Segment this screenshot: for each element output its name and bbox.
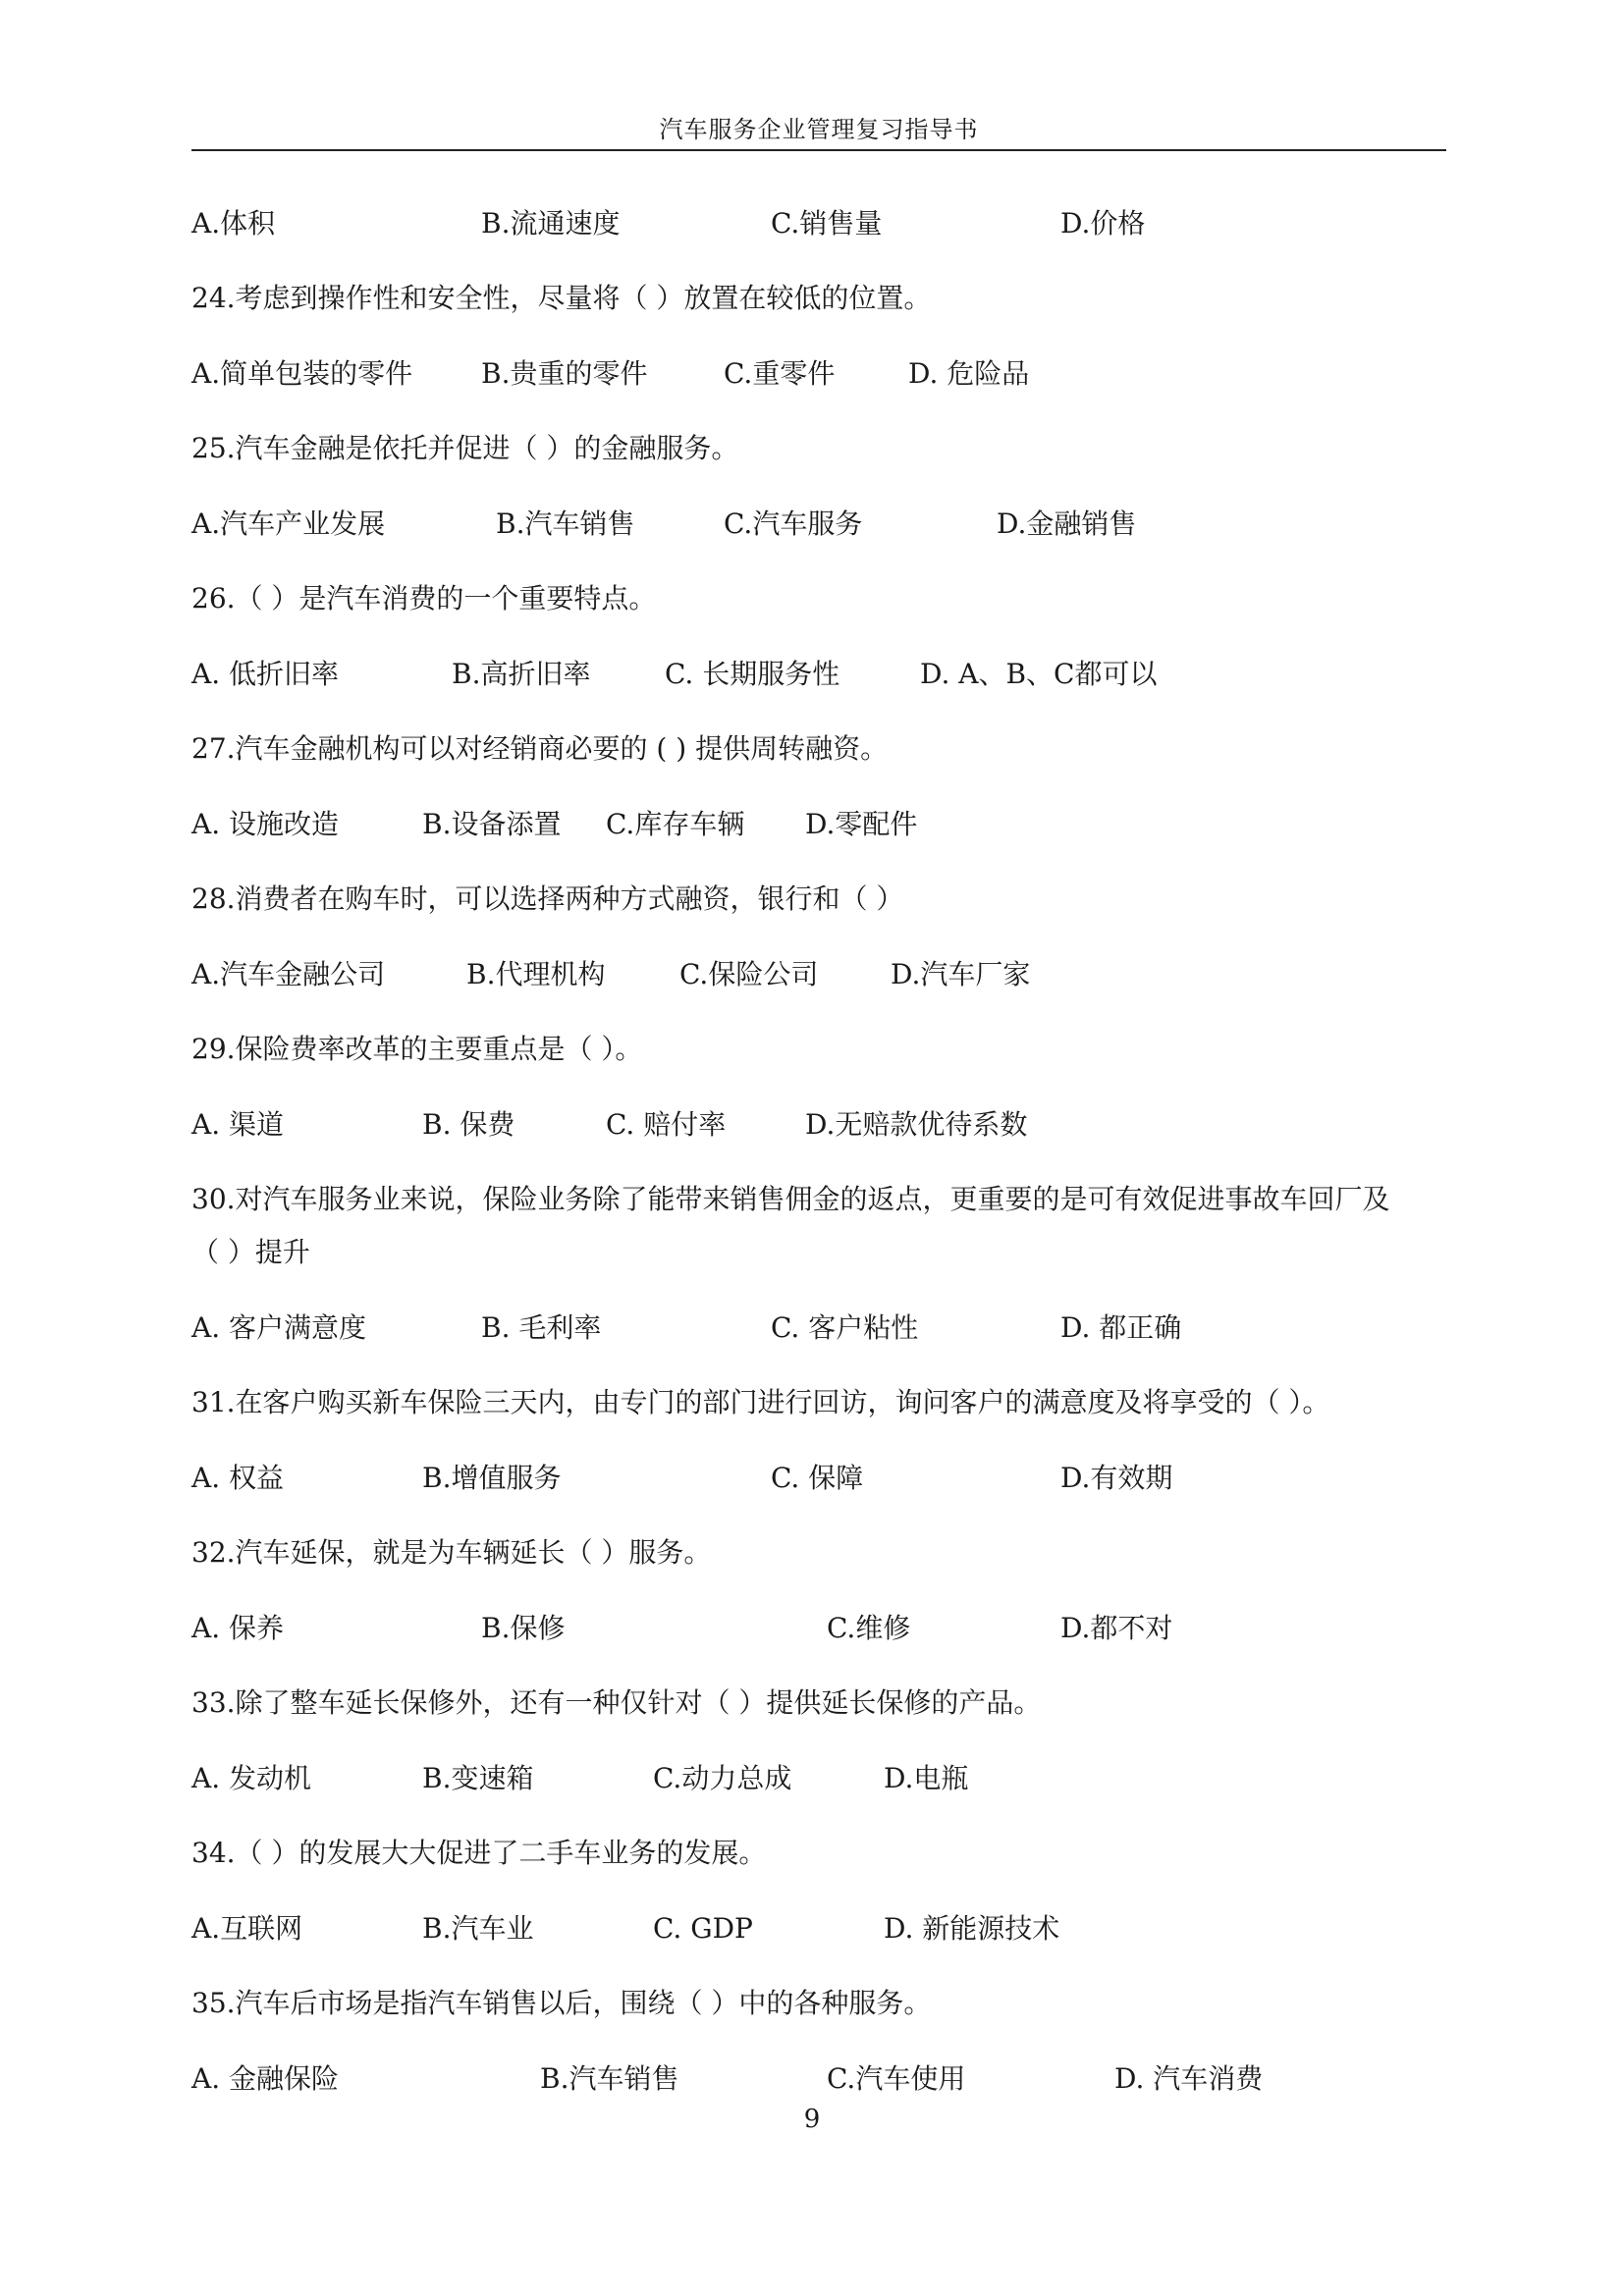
option-c: C.汽车服务 bbox=[724, 507, 863, 540]
option-a: A.体积 bbox=[191, 207, 276, 240]
option-b: B.高折旧率 bbox=[452, 658, 591, 690]
option-c: C. 长期服务性 bbox=[665, 658, 840, 690]
question-32-stem: 32.汽车延保，就是为车辆延长（ ）服务。 bbox=[191, 1536, 712, 1569]
option-b: B.保修 bbox=[481, 1612, 566, 1644]
option-c: C. GDP bbox=[653, 1912, 753, 1945]
question-30-stem: 30.对汽车服务业来说，保险业务除了能带来销售佣金的返点，更重要的是可有效促进事故车回厂及 bbox=[191, 1183, 1390, 1215]
question-33-stem: 33.除了整车延长保修外，还有一种仅针对（ ）提供延长保修的产品。 bbox=[191, 1686, 1042, 1719]
option-a: A.互联网 bbox=[191, 1912, 303, 1945]
option-c: C.库存车辆 bbox=[606, 808, 745, 840]
option-c: C.动力总成 bbox=[653, 1762, 792, 1794]
question-27-stem: 27.汽车金融机构可以对经销商必要的 ( ) 提供周转融资。 bbox=[191, 732, 889, 765]
option-a: A.汽车金融公司 bbox=[191, 958, 386, 990]
option-d: D.金融销售 bbox=[997, 507, 1137, 540]
question-24-stem: 24.考虑到操作性和安全性，尽量将（ ）放置在较低的位置。 bbox=[191, 282, 932, 314]
option-b: B.变速箱 bbox=[422, 1762, 534, 1794]
option-d: D.无赔款优待系数 bbox=[805, 1108, 1028, 1141]
option-c: C. 保障 bbox=[771, 1462, 864, 1494]
option-d: D.零配件 bbox=[805, 808, 918, 840]
option-b: B.汽车业 bbox=[422, 1912, 534, 1945]
option-d: D.都不对 bbox=[1060, 1612, 1173, 1644]
option-a: A. 低折旧率 bbox=[191, 658, 340, 690]
option-b: B.增值服务 bbox=[422, 1462, 562, 1494]
option-d: D.价格 bbox=[1060, 207, 1146, 240]
option-b: B.汽车销售 bbox=[496, 507, 635, 540]
option-a: A. 金融保险 bbox=[191, 2062, 340, 2095]
option-c: C. 赔付率 bbox=[606, 1108, 727, 1141]
option-c: C.维修 bbox=[827, 1612, 911, 1644]
option-b: B. 毛利率 bbox=[481, 1311, 602, 1344]
option-d: D. A、B、C都可以 bbox=[920, 658, 1158, 690]
question-30-stem-continued: （ ）提升 bbox=[191, 1236, 310, 1268]
option-b: B.汽车销售 bbox=[540, 2062, 679, 2095]
option-c: C.销售量 bbox=[771, 207, 883, 240]
option-d: D. 都正确 bbox=[1060, 1311, 1182, 1344]
option-d: D. 新能源技术 bbox=[884, 1912, 1060, 1945]
page-header-title: 汽车服务企业管理复习指导书 bbox=[659, 116, 979, 143]
question-29-stem: 29.保险费率改革的主要重点是（ ）。 bbox=[191, 1033, 643, 1065]
page-number: 9 bbox=[803, 2105, 821, 2134]
option-a: A. 设施改造 bbox=[191, 808, 340, 840]
option-a: A. 发动机 bbox=[191, 1762, 312, 1794]
option-a: A.汽车产业发展 bbox=[191, 507, 386, 540]
question-26-stem: 26.（ ）是汽车消费的一个重要特点。 bbox=[191, 582, 657, 614]
option-b: B. 保费 bbox=[422, 1108, 515, 1141]
option-d: D. 汽车消费 bbox=[1114, 2062, 1264, 2095]
option-a: A. 保养 bbox=[191, 1612, 285, 1644]
option-b: B.贵重的零件 bbox=[481, 357, 648, 390]
option-c: C.重零件 bbox=[724, 357, 836, 390]
option-d: D.有效期 bbox=[1060, 1462, 1173, 1494]
option-d: D.电瓶 bbox=[884, 1762, 969, 1794]
question-31-stem: 31.在客户购买新车保险三天内，由专门的部门进行回访，询问客户的满意度及将享受的（ ）。 bbox=[191, 1386, 1330, 1418]
option-a: A. 客户满意度 bbox=[191, 1311, 367, 1344]
option-a: A.简单包装的零件 bbox=[191, 357, 413, 390]
option-c: C. 客户粘性 bbox=[771, 1311, 919, 1344]
question-25-stem: 25.汽车金融是依托并促进（ ）的金融服务。 bbox=[191, 432, 739, 464]
header-divider bbox=[191, 149, 1446, 151]
option-a: A. 渠道 bbox=[191, 1108, 285, 1141]
option-d: D. 危险品 bbox=[908, 357, 1030, 390]
question-34-stem: 34.（ ）的发展大大促进了二手车业务的发展。 bbox=[191, 1837, 767, 1869]
option-a: A. 权益 bbox=[191, 1462, 285, 1494]
question-28-stem: 28.消费者在购车时，可以选择两种方式融资，银行和（ ） bbox=[191, 882, 904, 915]
question-35-stem: 35.汽车后市场是指汽车销售以后，围绕（ ）中的各种服务。 bbox=[191, 1987, 932, 2019]
option-b: B.设备添置 bbox=[422, 808, 562, 840]
option-c: C.汽车使用 bbox=[827, 2062, 966, 2095]
option-d: D.汽车厂家 bbox=[891, 958, 1031, 990]
option-b: B.流通速度 bbox=[481, 207, 621, 240]
option-b: B.代理机构 bbox=[466, 958, 606, 990]
option-c: C.保险公司 bbox=[679, 958, 819, 990]
